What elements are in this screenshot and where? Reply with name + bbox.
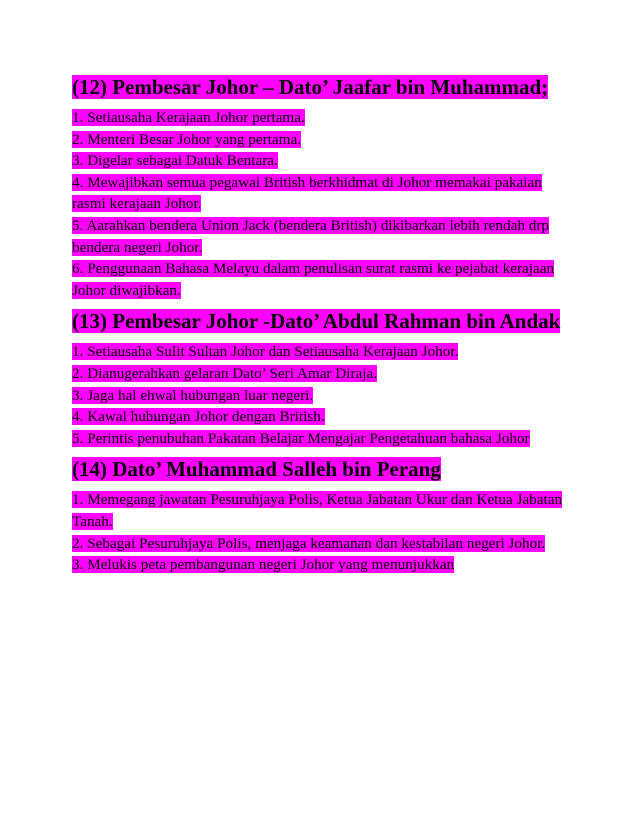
item-list bbox=[72, 341, 568, 449]
list-item: 2. Menteri Besar Johor yang pertama. bbox=[72, 130, 302, 148]
list-item: 2. Sebagai Pesuruhjaya Polis, menjaga keamanan dan kestabilan negeri Johor. bbox=[72, 534, 546, 552]
section-14 bbox=[72, 454, 568, 575]
list-item: 3. Jaga hal ehwal hubungan luar negeri. bbox=[72, 386, 314, 404]
list-item: 4. Kawal hubungan Johor dengan British. bbox=[72, 408, 325, 426]
list-item: 5. Perintis penubuhan Pakatan Belajar Mengajar Pengetahuan bahasa Johor bbox=[72, 429, 530, 447]
section-13 bbox=[72, 306, 568, 449]
section-heading bbox=[72, 306, 568, 336]
list-item: 5. Aarahkan bendera Union Jack (bendera British) dikibarkan lebih rendah drp bendera negeri Johor. bbox=[72, 216, 549, 256]
section-heading bbox=[72, 72, 568, 102]
list-item: 1. Memegang jawatan Pesuruhjaya Polis, Ketua Jabatan Ukur dan Ketua Jabatan Tanah. bbox=[72, 491, 563, 530]
item-list bbox=[72, 489, 568, 575]
list-item: 6. Penggunaan Bahasa Melayu dalam penulisan surat rasmi ke pejabat kerajaan Johor diwajibkan. bbox=[72, 260, 555, 299]
section-heading bbox=[72, 454, 568, 484]
document-page bbox=[72, 72, 568, 581]
list-item: 3. Melukis peta pembangunan negeri Johor yang menunjukkan bbox=[72, 556, 455, 574]
heading-text: (14) Dato’ Muhammad Salleh bin Perang bbox=[72, 457, 441, 482]
list-item: 3. Digelar sebagai Datuk Bentara. bbox=[72, 152, 278, 170]
list-item: 2. Dianugerahkan gelaran Dato’ Seri Amar Diraja. bbox=[72, 364, 378, 382]
list-item: 1. Setiausaha Kerajaan Johor pertama. bbox=[72, 109, 305, 126]
item-list bbox=[72, 107, 568, 301]
section-12 bbox=[72, 72, 568, 301]
heading-text: (13) Pembesar Johor -Dato’ Abdul Rahman bin Andak bbox=[72, 309, 561, 334]
heading-text: (12) Pembesar Johor – Dato’ Jaafar bin Muhammad; bbox=[72, 75, 549, 99]
list-item: 4. Mewajibkan semua pegawai British berkhidmat di Johor memakai pakaian rasmi kerajaan Johor. bbox=[72, 173, 542, 213]
list-item: 1. Setiausaha Sulit Sultan Johor dan Setiausaha Kerajaan Johor. bbox=[72, 343, 459, 361]
